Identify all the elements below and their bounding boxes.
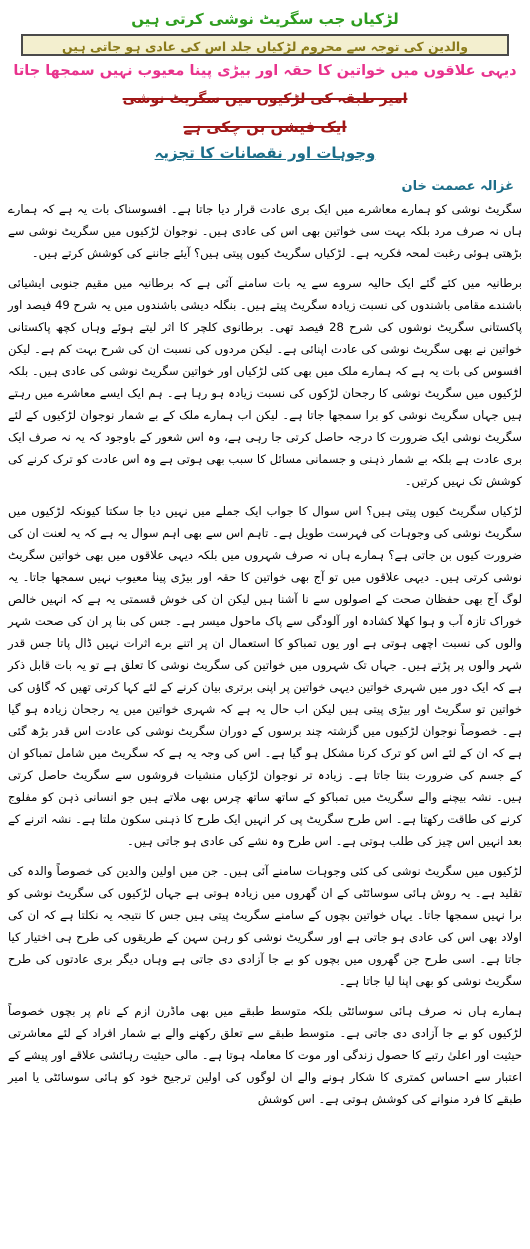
article-title: لڑکیاں جب سگریٹ نوشی کرتی ہیں <box>131 10 399 28</box>
paragraph: لڑکیاں سگریٹ کیوں پیتی ہیں؟ اس سوال کا جواب ایک جملے میں نہیں دیا جا سکتا کیونکہ لڑکیوں میں سگریٹ نوشی کی وجوہات کی فہرست طویل ہے۔ تاہم اس سے بھی اہم سوال یہ ہے کہ یہ لعنت ان کی ضرورت کیوں بن جاتی ہے؟ ہمارے ہاں نہ صرف شہروں میں بلکہ دیہی علاقوں میں بھی خواتین سگریٹ نوشی کرتی ہیں۔ دیہی علاقوں میں تو آج بھی خواتین کا حقہ اور بیڑی پینا معیوب نہیں سمجھا جاتا۔ یہ لوگ آج بھی حفظان صحت کے اصولوں سے نا آشنا ہیں لیکن ان کی خوش قسمتی یہ ہے کہ انہیں خالص خوراک تازہ آب و ہوا کھلا کشادہ اور آلودگی سے پاک ماحول میسر ہے۔ جس کی بنا پر ان کی صحت شہر والوں کی نسبت اچھی ہوتی ہے اور یوں تمباکو کا استعمال ان پر اتنے برے اثرات نہیں ڈال پاتا جس قدر شہر والوں پر پڑتے ہیں۔ جہاں تک شہروں میں خواتین کی سگریٹ نوشی کا تعلق ہے تو یہ بات قابل ذکر ہے کہ ایک دور میں شہری خواتین دیہی خواتین پر اپنی برتری بیان کرنے کے لئے کہا کرتی تھیں کہ گاؤں کی خواتین تو سگریٹ اور بیڑی پیتی ہیں لیکن اب حال یہ ہے کہ شہری خواتین میں یہ رجحان زیادہ ہو گیا ہے۔ خصوصاً نوجوان لڑکیوں میں گزشتہ چند برسوں کے دوران سگریٹ نوشی کی عادت اس قدر بڑھ گئی ہے کہ ان کے لئے اس کو ترک کرنا مشکل ہو گیا ہے۔ اس کی وجہ یہ ہے کہ سگریٹ میں شامل تمباکو ان کے جسم کی ضرورت بنتا جاتا ہے۔ زیادہ تر نوجوان لڑکیاں منشیات فروشوں سے سگریٹ حاصل کرتی ہیں۔ نشہ بیچنے والے سگریٹ میں تمباکو کے ساتھ ساتھ چرس بھی ملاتے ہیں جو انسانی ذہن کو مفلوج کرنے کی طاقت رکھتا ہے۔ اس طرح سگریٹ پی کر انہیں ایک طرح کا ذہنی سکون ملتا ہے۔ نشہ اترنے کے بعد انہیں اس چیز کی طلب ہوتی ہے۔ اس طرح وہ نشے کی عادی ہو جاتی ہیں۔ <box>8 504 522 848</box>
struck-subheading-2: ایک فیشن بن چکی ہے <box>183 118 347 136</box>
paragraph: ہمارے ہاں نہ صرف ہائی سوسائٹی بلکہ متوسط طبقے میں بھی ماڈرن ازم کے نام پر بچوں خصوصاً لڑکیوں کو بے جا آزادی دی جاتی ہے۔ متوسط طبقے سے تعلق رکھنے والے بے شمار افراد کے لئے معاشرتی حیثیت اور اعلیٰ رتبے کا حصول زندگی اور موت کا معاملہ ہوتا ہے۔ مالی حیثیت رہائشی علاقے اور پیشے کے اعتبار سے احساس کمتری کا شکار ہونے والے ان لوگوں کی اولین ترجیح خود کو ہائی سوسائٹی یا امیر طبقے کا فرد منوانے کی کوشش ہوتی ہے۔ اس کوشش <box>8 1004 522 1106</box>
article-body <box>0 196 530 1110</box>
pink-subheading: دیہی علاقوں میں خواتین کا حقہ اور بیڑی پینا معیوب نہیں سمجھا جاتا <box>13 63 517 79</box>
paragraph: لڑکیوں میں سگریٹ نوشی کی کئی وجوہات سامنے آئی ہیں۔ جن میں اولین والدین کی خصوصاً والدہ کی تقلید ہے۔ یہ روش ہائی سوسائٹی کے ان گھروں میں زیادہ ہوتی ہے جہاں لڑکیوں کی سگریٹ نوشی کو برا نہیں سمجھا جاتا۔ یہاں خواتین بچوں کے سامنے سگریٹ پیتی ہیں جس کا نتیجہ یہ نکلتا ہے کہ ان کی اولاد بھی اس کی عادی ہو جاتی ہے اور سگریٹ نوشی کو رہن سہن کے طریقوں کی طرح ہی اختیار کیا جاتا ہے۔ اسی طرح جن گھروں میں بچوں کو بے جا آزادی دی جاتی ہے وہاں دیگر بری عادتوں کی طرح سگریٹ نوشی کو بھی اپنا لیا جاتا ہے۔ <box>8 864 522 988</box>
struck-subheading-1: امیر طبقہ کی لڑکیوں میں سگریٹ نوشی <box>122 91 408 107</box>
analysis-subheading: وجوہات اور نقصانات کا تجزیہ <box>154 144 376 162</box>
paragraph: برطانیہ میں کئے گئے ایک حالیہ سروے سے یہ بات سامنے آئی ہے کہ برطانیہ میں مقیم جنوبی ایشیائی باشندے مقامی باشندوں کی نسبت زیادہ سگریٹ پیتے ہیں۔ بنگلہ دیشی باشندوں میں یہ شرح 49 فیصد اور پاکستانی سگریٹ نوشوں کی شرح 28 فیصد تھی۔ برطانوی کلچر کا اثر لیتے ہوئے وہاں کچھ پاکستانی خواتین نے بھی سگریٹ نوشی کی عادت اپنائی ہے۔ لیکن مردوں کی نسبت ان کی شرح بہت کم ہے۔ لیکن افسوس کی بات یہ ہے کہ ہمارے ملک میں بھی کئی لڑکیاں اور خواتین سگریٹ نوشی کی عادی ہیں۔ بلکہ لڑکیوں میں سگریٹ نوشی کا رجحان لڑکوں کی نسبت زیادہ ہو رہا ہے۔ ہم ایک ایسے معاشرے میں رہتے ہیں جہاں سگریٹ نوشی کو برا سمجھا جاتا ہے۔ لیکن اب ہمارے ملک کے بے شمار نوجوان لڑکیوں کے لئے سگریٹ نوشی ایک ضرورت کا درجہ حاصل کرتی جا رہی ہے، وہ اس شعور کے باوجود کہ یہ نہ صرف ایک بری عادت ہے بلکہ بے شمار ذہنی و جسمانی مسائل کا سبب بھی ہوتی ہے وہ اس عادت کو ترک کرنے کی کوشش تک نہیں کرتیں۔ <box>7 276 522 488</box>
paragraph: سگریٹ نوشی کو ہمارے معاشرے میں ایک بری عادت قرار دیا جاتا ہے۔ افسوسناک بات یہ ہے کہ ہمارے ہاں نہ صرف مرد بلکہ بہت سی خواتین بھی اس کی عادی ہیں۔ نوجوان لڑکیوں میں سگریٹ نوشی سے بڑھتی ہوئی رغبت لمحہ فکریہ ہے۔ لڑکیاں سگریٹ کیوں پیتی ہیں؟ آیئے جاننے کی کوشش کرتے ہیں۔ <box>8 202 522 260</box>
author-byline: غزالہ عصمت خان <box>401 179 514 194</box>
highlight-box: والدین کی توجہ سے محروم لڑکیاں جلد اس کی عادی ہو جاتی ہیں <box>21 34 509 56</box>
